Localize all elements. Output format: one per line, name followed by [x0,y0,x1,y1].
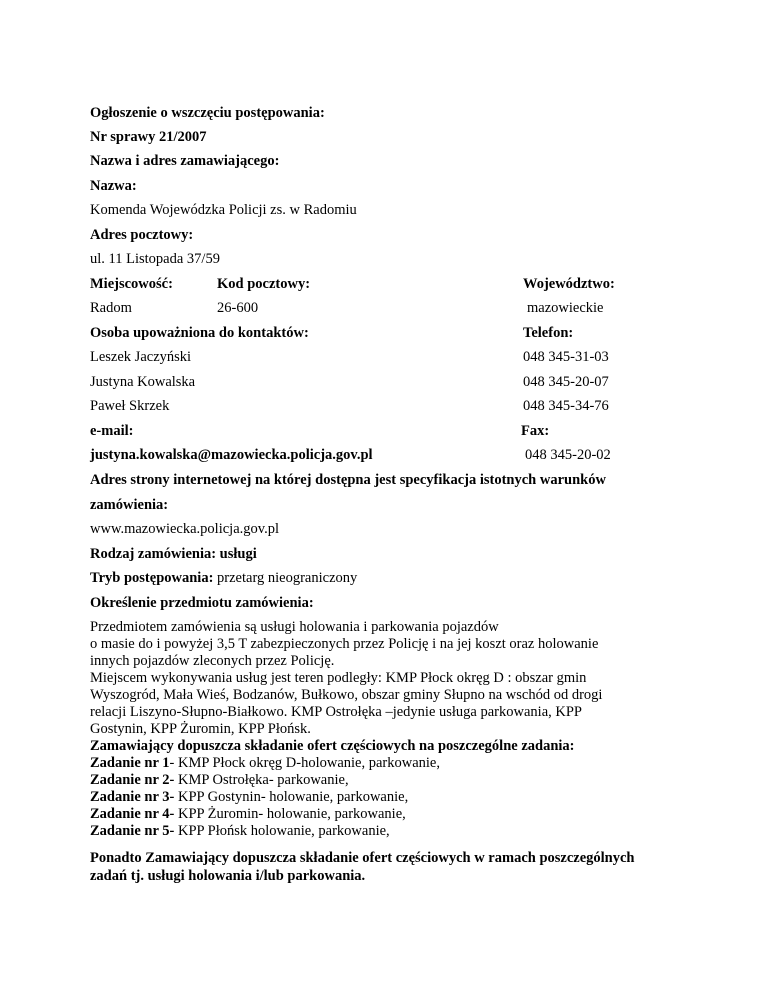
partial-offers-heading: Zamawiający dopuszcza składanie ofert częściowych na poszczególne zadania: [90,738,575,754]
task-text: KPP Gostynin- holowanie, parkowanie, [174,789,409,805]
voivodeship-label: Województwo: [523,276,615,292]
footer-note [90,849,690,885]
subject-line: Miejscem wykonywania usług jest teren podległy: KMP Płock okręg D : obszar gmin [90,670,587,686]
order-type: Rodzaj zamówienia: usługi [90,546,257,562]
name-value: Komenda Wojewódzka Policji zs. w Radomiu [90,202,357,218]
buyer-heading: Nazwa i adres zamawiającego: [90,153,280,169]
name-label: Nazwa: [90,178,137,194]
procedure-mode-value: przetarg nieograniczony [217,570,358,586]
task-item [90,789,690,806]
footer-line: Ponadto Zamawiający dopuszcza składanie ofert częściowych w ramach poszczególnych [90,850,635,866]
task-label: Zadanie nr 4- [90,806,175,822]
subject-line: o masie do i powyżej 3,5 T zabezpieczonych przez Policję i na jej koszt oraz holowanie [90,636,599,652]
task-item [90,755,690,772]
subject-line: Gostynin, KPP Żuromin, KPP Płońsk. [90,721,311,737]
website-url: www.mazowiecka.policja.gov.pl [90,521,279,537]
website-label: Adres strony internetowej na której dostępna jest specyfikacja istotnych warunków [90,472,606,488]
task-item [90,806,690,823]
phone-label: Telefon: [523,325,574,341]
task-text: KPP Płońsk holowanie, parkowanie, [174,823,390,839]
email-label: e-mail: [90,423,134,439]
task-item [90,823,690,840]
subject-description [90,619,690,840]
subject-line: Przedmiotem zamówienia są usługi holowania i parkowania pojazdów [90,619,499,635]
fax-value: 048 345-20-02 [525,447,611,463]
procedure-mode [90,569,357,587]
address-label: Adres pocztowy: [90,227,194,243]
postal-label: Kod pocztowy: [217,276,311,292]
contact-name: Justyna Kowalska [90,374,196,390]
city-value: Radom [90,300,132,316]
address-value: ul. 11 Listopada 37/59 [90,251,220,267]
voivodeship-value: mazowieckie [527,300,604,316]
fax-label: Fax: [521,423,550,439]
task-item [90,772,690,789]
subject-line: relacji Liszyno-Słupno-Białkowo. KMP Ostrołęka –jedynie usługa parkowania, KPP [90,704,582,720]
contact-phone: 048 345-34-76 [523,398,609,414]
email-value: justyna.kowalska@mazowiecka.policja.gov.pl [90,447,373,463]
contact-name: Leszek Jaczyński [90,349,192,365]
task-text: KPP Żuromin- holowanie, parkowanie, [174,806,406,822]
postal-value: 26-600 [217,300,259,316]
task-text: KMP Ostrołęka- parkowanie, [174,772,349,788]
subject-line: innych pojazdów zleconych przez Policję. [90,653,335,669]
procedure-mode-label: Tryb postępowania: [90,570,214,586]
notice-title: Ogłoszenie o wszczęciu postępowania: [90,105,325,121]
contact-phone: 048 345-31-03 [523,349,609,365]
subject-label: Określenie przedmiotu zamówienia: [90,595,314,611]
subject-line: Wyszogród, Mała Wieś, Bodzanów, Bułkowo, obszar gminy Słupno na wschód od drogi [90,687,603,703]
contact-person-label: Osoba upoważniona do kontaktów: [90,325,309,341]
task-label: Zadanie nr 2- [90,772,175,788]
task-label: Zadanie nr 1 [90,755,170,771]
contact-phone: 048 345-20-07 [523,374,609,390]
footer-line: zadań tj. usługi holowania i/lub parkowania. [90,868,366,884]
task-label: Zadanie nr 5- [90,823,175,839]
case-number: Nr sprawy 21/2007 [90,129,207,145]
website-label-cont: zamówienia: [90,497,169,513]
task-text: - KMP Płock okręg D-holowanie, parkowanie, [169,755,440,771]
task-label: Zadanie nr 3- [90,789,175,805]
contact-name: Paweł Skrzek [90,398,170,414]
city-label: Miejscowość: [90,276,173,292]
